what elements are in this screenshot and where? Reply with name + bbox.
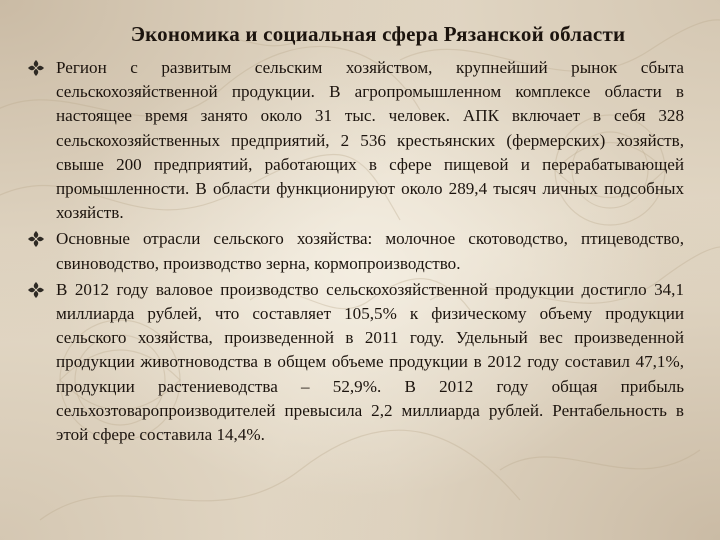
bullet-text: Основные отрасли сельского хозяйства: молочное скотоводство, птицеводство, свиноводство, производство зерна, кормопроизводство.: [56, 229, 684, 273]
bullet-item: [56, 56, 684, 225]
diamond-quatrefoil-icon: [27, 230, 45, 248]
diamond-quatrefoil-icon: [27, 59, 45, 77]
bullet-item: [56, 227, 684, 275]
bullet-list: [56, 56, 684, 449]
bullet-item: [56, 278, 684, 447]
bullet-text: Регион с развитым сельским хозяйством, крупнейший рынок сбыта сельскохозяйственной продукции. В агропромышленном комплексе области в настоящее время занято около 31 тыс. человек. АПК включает в себя 328 сельскохозяйственных предприятий, 2 536 крестьянских (фермерских) хозяйств, свыше 200 предприятий, работающих в сфере пищевой и перерабатывающей промышленности. В области функционируют около 289,4 тысяч личных подсобных хозяйств.: [56, 58, 684, 223]
bullet-text: В 2012 году валовое производство сельскохозяйственной продукции достигло 34,1 миллиарда рублей, что составляет 105,5% к физическому объему продукции сельского хозяйства, произведенной в 2011 году. Удельный вес произведенной продукции животноводства в общем объеме продукции в 2012 году составил 47,1%, продукции растениеводства – 52,9%. В 2012 году общая прибыль сельхозтоваропроизводителей превысила 2,2 миллиарда рублей. Рентабельность в этой сфере составила 14,4%.: [56, 279, 684, 445]
diamond-quatrefoil-icon: [27, 281, 45, 299]
slide-title: Экономика и социальная сфера Рязанской области: [130, 22, 626, 46]
